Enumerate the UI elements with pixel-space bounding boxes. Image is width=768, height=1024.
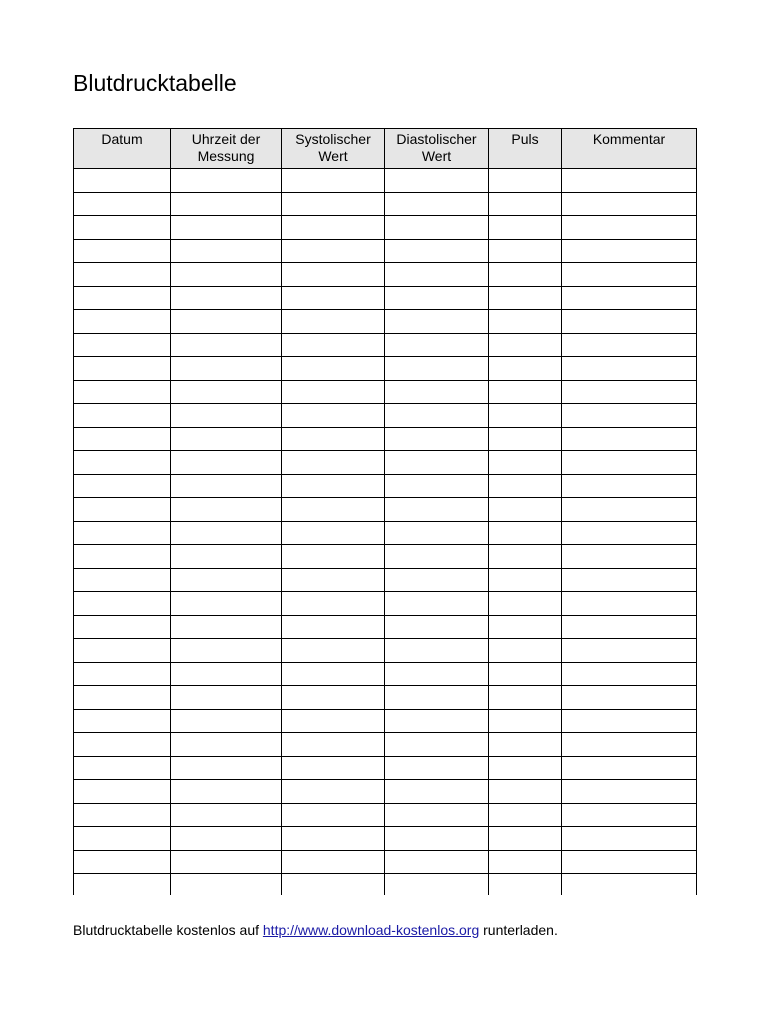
table-cell[interactable] [562, 568, 697, 592]
table-cell[interactable] [74, 263, 171, 287]
table-cell[interactable] [282, 357, 385, 381]
table-cell[interactable] [385, 803, 489, 827]
table-cell[interactable] [74, 850, 171, 874]
header-datum-line1: Datum [101, 131, 143, 147]
table-row [74, 357, 697, 381]
table-cell[interactable] [562, 216, 697, 240]
table-cell[interactable] [562, 451, 697, 475]
table-row [74, 733, 697, 757]
table-row [74, 286, 697, 310]
table-cell[interactable] [74, 827, 171, 851]
header-datum [74, 129, 171, 169]
table-cell[interactable] [489, 780, 562, 804]
table-cell[interactable] [562, 404, 697, 428]
table-cell[interactable] [562, 592, 697, 616]
table-cell[interactable] [562, 192, 697, 216]
header-diastolisch [385, 129, 489, 169]
table-cell[interactable] [385, 286, 489, 310]
header-systolisch [282, 129, 385, 169]
table-row [74, 827, 697, 851]
table-cell[interactable] [74, 803, 171, 827]
table-cell[interactable] [489, 756, 562, 780]
table-cell[interactable] [385, 756, 489, 780]
table-cell[interactable] [282, 874, 385, 896]
table-cell[interactable] [489, 592, 562, 616]
table-cell[interactable] [562, 169, 697, 193]
table-cell[interactable] [282, 427, 385, 451]
table-cell[interactable] [282, 780, 385, 804]
table-cell[interactable] [74, 474, 171, 498]
blood-pressure-table [73, 128, 697, 895]
table-cell[interactable] [562, 686, 697, 710]
table-cell[interactable] [489, 380, 562, 404]
table-cell[interactable] [489, 545, 562, 569]
table-cell[interactable] [171, 333, 282, 357]
table-cell[interactable] [385, 357, 489, 381]
table-cell[interactable] [282, 850, 385, 874]
table-cell[interactable] [385, 639, 489, 663]
table-cell[interactable] [489, 169, 562, 193]
table-cell[interactable] [489, 874, 562, 896]
table-cell[interactable] [171, 545, 282, 569]
footer-text-before: Blutdrucktabelle kostenlos auf [73, 922, 263, 938]
table-cell[interactable] [282, 639, 385, 663]
table-cell[interactable] [562, 615, 697, 639]
table-row [74, 380, 697, 404]
table-cell[interactable] [171, 404, 282, 428]
page-title: Blutdrucktabelle [73, 70, 237, 96]
table-cell[interactable] [489, 357, 562, 381]
table-row [74, 662, 697, 686]
table-row [74, 568, 697, 592]
table-cell[interactable] [489, 263, 562, 287]
table-cell[interactable] [282, 380, 385, 404]
header-uhrzeit-line2: Messung [197, 148, 255, 164]
table-cell[interactable] [562, 850, 697, 874]
table-cell[interactable] [282, 615, 385, 639]
table-cell[interactable] [562, 521, 697, 545]
table-cell[interactable] [74, 615, 171, 639]
header-diastolisch-line2: Wert [421, 148, 452, 164]
table-cell[interactable] [74, 239, 171, 263]
header-uhrzeit-line1: Uhrzeit der [191, 131, 261, 147]
table-cell[interactable] [74, 662, 171, 686]
table-cell[interactable] [385, 263, 489, 287]
table-cell[interactable] [489, 686, 562, 710]
table-cell[interactable] [385, 474, 489, 498]
table-cell[interactable] [489, 474, 562, 498]
table-row [74, 639, 697, 663]
table-cell[interactable] [282, 263, 385, 287]
table-cell[interactable] [74, 498, 171, 522]
table-cell[interactable] [489, 803, 562, 827]
table-cell[interactable] [562, 803, 697, 827]
table-cell[interactable] [562, 827, 697, 851]
table-row [74, 803, 697, 827]
table-cell[interactable] [385, 192, 489, 216]
table-cell[interactable] [489, 192, 562, 216]
table-cell[interactable] [171, 310, 282, 334]
table-cell[interactable] [282, 827, 385, 851]
table-cell[interactable] [74, 733, 171, 757]
table-cell[interactable] [171, 474, 282, 498]
table-cell[interactable] [74, 568, 171, 592]
table-cell[interactable] [282, 803, 385, 827]
table-cell[interactable] [171, 592, 282, 616]
table-cell[interactable] [562, 756, 697, 780]
table-cell[interactable] [171, 709, 282, 733]
table-cell[interactable] [282, 756, 385, 780]
table-cell[interactable] [489, 639, 562, 663]
table-row [74, 169, 697, 193]
table-cell[interactable] [74, 639, 171, 663]
table-cell[interactable] [562, 545, 697, 569]
table-row [74, 192, 697, 216]
table-cell[interactable] [489, 615, 562, 639]
table-cell[interactable] [74, 545, 171, 569]
table-cell[interactable] [282, 310, 385, 334]
table-cell[interactable] [385, 451, 489, 475]
table-cell[interactable] [74, 427, 171, 451]
table-row [74, 709, 697, 733]
table-cell[interactable] [282, 568, 385, 592]
table-cell[interactable] [171, 686, 282, 710]
table-cell[interactable] [489, 404, 562, 428]
table-cell[interactable] [562, 286, 697, 310]
table-cell[interactable] [74, 780, 171, 804]
table-cell[interactable] [74, 380, 171, 404]
header-puls-line1: Puls [511, 131, 539, 147]
table-cell[interactable] [74, 310, 171, 334]
table-cell[interactable] [282, 169, 385, 193]
footer-text-after: runterladen. [479, 922, 558, 938]
table-cell[interactable] [74, 756, 171, 780]
table-cell[interactable] [385, 592, 489, 616]
table-cell[interactable] [282, 192, 385, 216]
header-uhrzeit [171, 129, 282, 169]
table-cell[interactable] [562, 709, 697, 733]
table-cell[interactable] [171, 169, 282, 193]
table-cell[interactable] [171, 427, 282, 451]
table-cell[interactable] [489, 733, 562, 757]
table-cell[interactable] [282, 592, 385, 616]
table-cell[interactable] [171, 662, 282, 686]
table-cell[interactable] [562, 639, 697, 663]
table-cell[interactable] [385, 216, 489, 240]
table-body [74, 169, 697, 896]
table-cell[interactable] [171, 263, 282, 287]
table-cell[interactable] [171, 286, 282, 310]
table-cell[interactable] [385, 169, 489, 193]
table-cell[interactable] [74, 357, 171, 381]
table-cell[interactable] [489, 709, 562, 733]
table-cell[interactable] [282, 286, 385, 310]
table-row [74, 780, 697, 804]
table-cell[interactable] [489, 427, 562, 451]
download-link[interactable]: http://www.download-kostenlos.org [262, 922, 480, 938]
table-header-row [74, 129, 697, 169]
table-cell[interactable] [171, 874, 282, 896]
table-cell[interactable] [171, 192, 282, 216]
table-cell[interactable] [489, 521, 562, 545]
table-row [74, 263, 697, 287]
table-cell[interactable] [562, 662, 697, 686]
table-cell[interactable] [385, 521, 489, 545]
table-cell[interactable] [489, 498, 562, 522]
table-cell[interactable] [282, 333, 385, 357]
table-cell[interactable] [562, 874, 697, 896]
table-row [74, 333, 697, 357]
table-cell[interactable] [74, 192, 171, 216]
table-cell[interactable] [562, 239, 697, 263]
table-cell[interactable] [171, 451, 282, 475]
table-cell[interactable] [282, 521, 385, 545]
table-cell[interactable] [385, 568, 489, 592]
header-kommentar-line1: Kommentar [592, 131, 666, 147]
table-cell[interactable] [74, 451, 171, 475]
table-cell[interactable] [562, 333, 697, 357]
table-row [74, 874, 697, 896]
table-cell[interactable] [282, 686, 385, 710]
table-cell[interactable] [385, 850, 489, 874]
table-cell[interactable] [489, 662, 562, 686]
table-cell[interactable] [385, 827, 489, 851]
table-cell[interactable] [171, 239, 282, 263]
table-cell[interactable] [562, 263, 697, 287]
header-kommentar [562, 129, 697, 169]
table-cell[interactable] [74, 686, 171, 710]
table-row [74, 615, 697, 639]
table-cell[interactable] [282, 451, 385, 475]
table-cell[interactable] [171, 756, 282, 780]
header-diastolisch-line1: Diastolischer [396, 131, 477, 147]
table-cell[interactable] [562, 427, 697, 451]
table-cell[interactable] [171, 498, 282, 522]
table-cell[interactable] [562, 780, 697, 804]
table-cell[interactable] [74, 592, 171, 616]
table-row [74, 850, 697, 874]
table-cell[interactable] [74, 169, 171, 193]
table-cell[interactable] [385, 780, 489, 804]
table-row [74, 545, 697, 569]
table-cell[interactable] [282, 498, 385, 522]
table-cell[interactable] [74, 216, 171, 240]
table-row [74, 216, 697, 240]
table-cell[interactable] [489, 451, 562, 475]
table-cell[interactable] [385, 333, 489, 357]
table-cell[interactable] [489, 827, 562, 851]
table-cell[interactable] [385, 545, 489, 569]
table-cell[interactable] [385, 709, 489, 733]
table-cell[interactable] [489, 310, 562, 334]
table-cell[interactable] [562, 498, 697, 522]
table-cell[interactable] [385, 427, 489, 451]
table-cell[interactable] [74, 521, 171, 545]
table-cell[interactable] [171, 850, 282, 874]
table-cell[interactable] [171, 615, 282, 639]
table-cell[interactable] [489, 850, 562, 874]
table-cell[interactable] [385, 310, 489, 334]
table-cell[interactable] [385, 239, 489, 263]
table-cell[interactable] [489, 333, 562, 357]
table-cell[interactable] [489, 216, 562, 240]
table-cell[interactable] [385, 380, 489, 404]
table-cell[interactable] [171, 780, 282, 804]
table-row [74, 451, 697, 475]
table-cell[interactable] [171, 639, 282, 663]
table-cell[interactable] [385, 874, 489, 896]
table-cell[interactable] [171, 803, 282, 827]
table-cell[interactable] [562, 733, 697, 757]
table-cell[interactable] [282, 709, 385, 733]
table-cell[interactable] [385, 733, 489, 757]
table-cell[interactable] [282, 216, 385, 240]
table-cell[interactable] [562, 310, 697, 334]
table-cell[interactable] [171, 521, 282, 545]
table-cell[interactable] [171, 216, 282, 240]
table-cell[interactable] [74, 286, 171, 310]
table-cell[interactable] [171, 568, 282, 592]
table-cell[interactable] [74, 333, 171, 357]
header-systolisch-line2: Wert [318, 148, 348, 164]
table-cell[interactable] [489, 286, 562, 310]
table-row [74, 756, 697, 780]
table-cell[interactable] [171, 827, 282, 851]
table-cell[interactable] [489, 239, 562, 263]
table-row [74, 521, 697, 545]
table-row [74, 686, 697, 710]
header-puls [489, 129, 562, 169]
table-row [74, 404, 697, 428]
table-cell[interactable] [385, 686, 489, 710]
table-row [74, 592, 697, 616]
table-row [74, 498, 697, 522]
table-cell[interactable] [282, 733, 385, 757]
table-cell[interactable] [282, 239, 385, 263]
table-cell[interactable] [385, 662, 489, 686]
table-cell[interactable] [171, 733, 282, 757]
header-systolisch-line1: Systolischer [295, 131, 371, 147]
table-cell[interactable] [74, 404, 171, 428]
table-cell[interactable] [171, 380, 282, 404]
table-cell[interactable] [171, 357, 282, 381]
table-row [74, 239, 697, 263]
table-cell[interactable] [562, 357, 697, 381]
table-row [74, 427, 697, 451]
footer-note [73, 921, 558, 939]
table-cell[interactable] [562, 474, 697, 498]
table-cell[interactable] [282, 404, 385, 428]
table-row [74, 310, 697, 334]
table-cell[interactable] [562, 380, 697, 404]
table-cell[interactable] [385, 615, 489, 639]
table-cell[interactable] [385, 498, 489, 522]
table-row [74, 474, 697, 498]
table-cell[interactable] [74, 709, 171, 733]
table-cell[interactable] [74, 874, 171, 896]
table-cell[interactable] [282, 545, 385, 569]
table-cell[interactable] [282, 474, 385, 498]
table-cell[interactable] [282, 662, 385, 686]
table-cell[interactable] [489, 568, 562, 592]
table-cell[interactable] [385, 404, 489, 428]
